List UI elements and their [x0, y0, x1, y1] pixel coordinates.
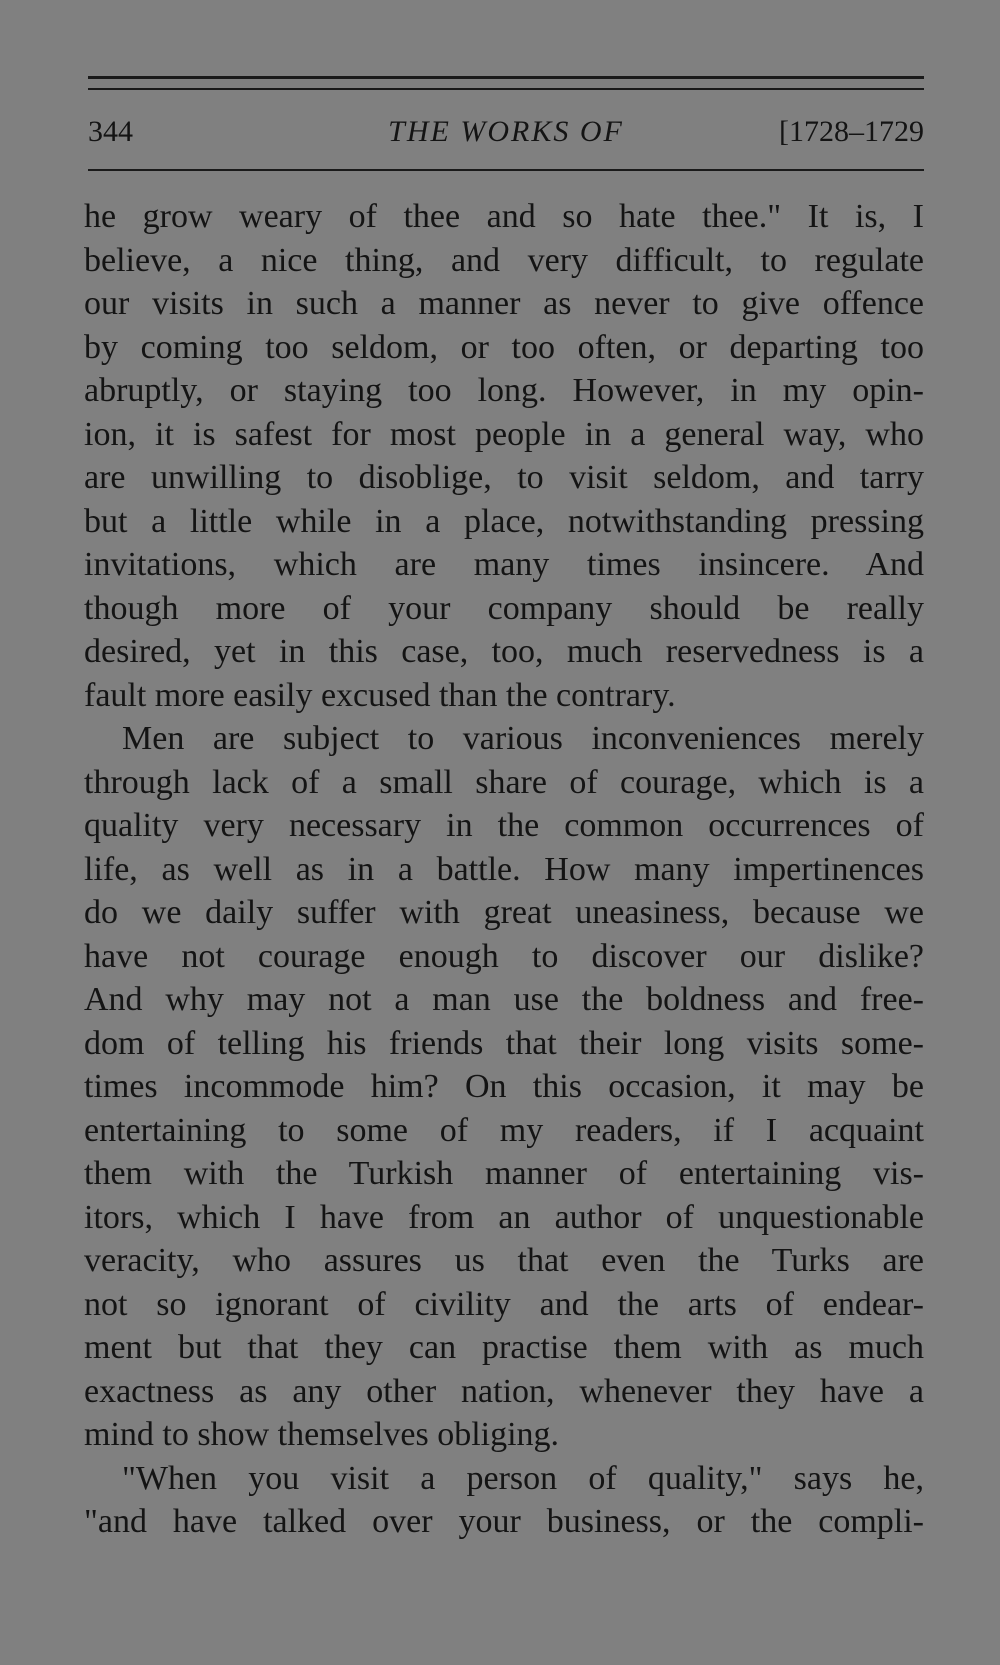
- text-line: believe, a nice thing, and very difficult, to regulate: [84, 241, 924, 279]
- text-line: desired, yet in this case, too, much reservedness is a: [84, 633, 924, 670]
- text-line: by coming too seldom, or too often, or departing too: [84, 328, 924, 366]
- text-line: ion, it is safest for most people in a general way, who: [84, 415, 924, 453]
- paragraph: [84, 195, 924, 717]
- top-rule: [88, 76, 924, 79]
- top-rule-inner: [88, 88, 924, 90]
- text-line: through lack of a small share of courage, which is a: [84, 763, 924, 801]
- body-text: [84, 195, 924, 1544]
- paragraph: [84, 717, 924, 1457]
- text-line: are unwilling to disoblige, to visit seldom, and tarry: [84, 459, 924, 496]
- text-line: "and have talked over your business, or the compli-: [84, 1503, 924, 1540]
- running-title: THE WORKS OF: [388, 115, 624, 148]
- text-line: but a little while in a place, notwithstanding pressing: [84, 502, 924, 540]
- text-line: life, as well as in a battle. How many impertinences: [84, 850, 924, 888]
- text-line: quality very necessary in the common occurrences of: [84, 807, 924, 844]
- paragraph: [84, 1457, 924, 1544]
- text-line: though more of your company should be really: [84, 589, 924, 627]
- text-line: veracity, who assures us that even the Turks are: [84, 1242, 924, 1279]
- page-number: 344: [88, 115, 133, 148]
- text-line: mind to show themselves obliging.: [84, 1416, 560, 1453]
- text-line: ment but that they can practise them with as much: [84, 1329, 924, 1366]
- text-line: invitations, which are many times insincere. And: [84, 546, 924, 583]
- text-line: fault more easily excused than the contrary.: [84, 676, 676, 714]
- text-line: our visits in such a manner as never to give offence: [84, 285, 924, 322]
- text-line: Men are subject to various inconveniences merely: [122, 720, 924, 757]
- text-line: dom of telling his friends that their long visits some-: [84, 1024, 924, 1062]
- text-line: have not courage enough to discover our dislike?: [84, 937, 924, 975]
- header-rule: [88, 169, 924, 171]
- text-line: not so ignorant of civility and the arts of endear-: [84, 1285, 924, 1323]
- text-line: do we daily suffer with great uneasiness, because we: [84, 894, 924, 931]
- text-line: times incommode him? On this occasion, it may be: [84, 1068, 924, 1105]
- text-line: abruptly, or staying too long. However, in my opin-: [84, 372, 924, 409]
- running-head: [88, 110, 924, 154]
- text-line: itors, which I have from an author of unquestionable: [84, 1198, 924, 1236]
- text-line: he grow weary of thee and so hate thee." It is, I: [84, 198, 924, 235]
- date-range: [1728–1729: [779, 115, 924, 148]
- text-line: entertaining to some of my readers, if I acquaint: [84, 1111, 924, 1149]
- text-line: exactness as any other nation, whenever they have a: [84, 1372, 924, 1410]
- text-line: "When you visit a person of quality," says he,: [122, 1459, 924, 1497]
- text-line: And why may not a man use the boldness and free-: [84, 981, 924, 1018]
- text-line: them with the Turkish manner of entertaining vis-: [84, 1155, 924, 1192]
